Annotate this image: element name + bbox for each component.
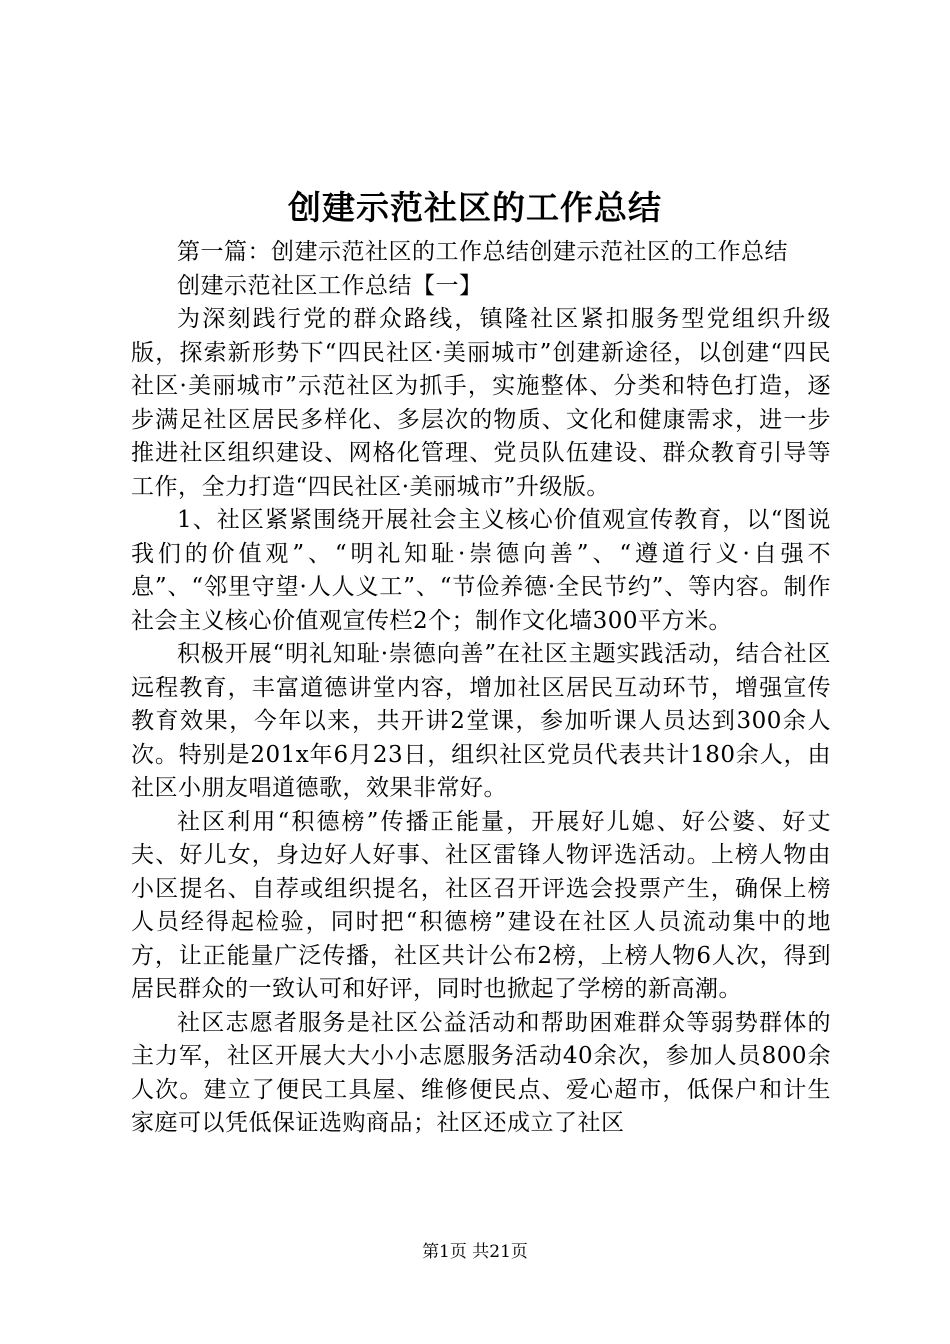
page-footer: 第1页 共21页 — [422, 1242, 528, 1262]
document-body — [131, 236, 831, 1141]
paragraph-core-values: 1、社区紧紧围绕开展社会主义核心价值观宣传教育，以“图说我们的价值观”、“明礼知耻·崇德向善”、“遵道行义·自强不息”、“邻里守望·人人义工”、“节俭养德·全民节约”、等内容。制作社会主义核心价值观宣传栏2个；制作文化墙300平方米。 — [131, 507, 831, 634]
paragraph-subheading: 创建示范社区工作总结【一】 — [177, 272, 483, 299]
paragraph-virtue-board: 社区利用“积德榜”传播正能量，开展好儿媳、好公婆、好丈夫、好儿女，身边好人好事、社区雷锋人物评选活动。上榜人物由小区提名、自荐或组织提名，社区召开评选会投票产生，确保上榜人员经得起检验，同时把“积德榜”建设在社区人员流动集中的地方，让正能量广泛传播，社区共计公布2榜，上榜人物6人次，得到居民群众的一致认可和好评，同时也掀起了学榜的新高潮。 — [131, 808, 831, 1002]
paragraph-intro: 为深刻践行党的群众路线，镇隆社区紧扣服务型党组织升级版，探索新形势下“四民社区·美丽城市”创建新途径，以创建“四民社区·美丽城市”示范社区为抓手，实施整体、分类和特色打造，逐步满足社区居民多样化、多层次的物质、文化和健康需求，进一步推进社区组织建设、网格化管理、党员队伍建设、群众教育引导等工作，全力打造“四民社区·美丽城市”升级版。 — [131, 306, 831, 500]
paragraph-practice-activity: 积极开展“明礼知耻·崇德向善”在社区主题实践活动，结合社区远程教育，丰富道德讲堂内容，增加社区居民互动环节，增强宣传教育效果，今年以来，共开讲2堂课，参加听课人员达到300余人次。特别是201x年6月23日，组织社区党员代表共计180余人，由社区小朋友唱道德歌，效果非常好。 — [131, 641, 831, 801]
paragraph-section-heading: 第一篇：创建示范社区的工作总结创建示范社区的工作总结 — [177, 239, 788, 265]
document-title: 创建示范社区的工作总结 — [288, 188, 662, 227]
paragraph-volunteer-service: 社区志愿者服务是社区公益活动和帮助困难群众等弱势群体的主力军，社区开展大大小小志愿服务活动40余次，参加人员800余人次。建立了便民工具屋、维修便民点、爱心超市，低保户和计生家庭可以凭低保证选购商品；社区还成立了社区 — [131, 1009, 831, 1136]
